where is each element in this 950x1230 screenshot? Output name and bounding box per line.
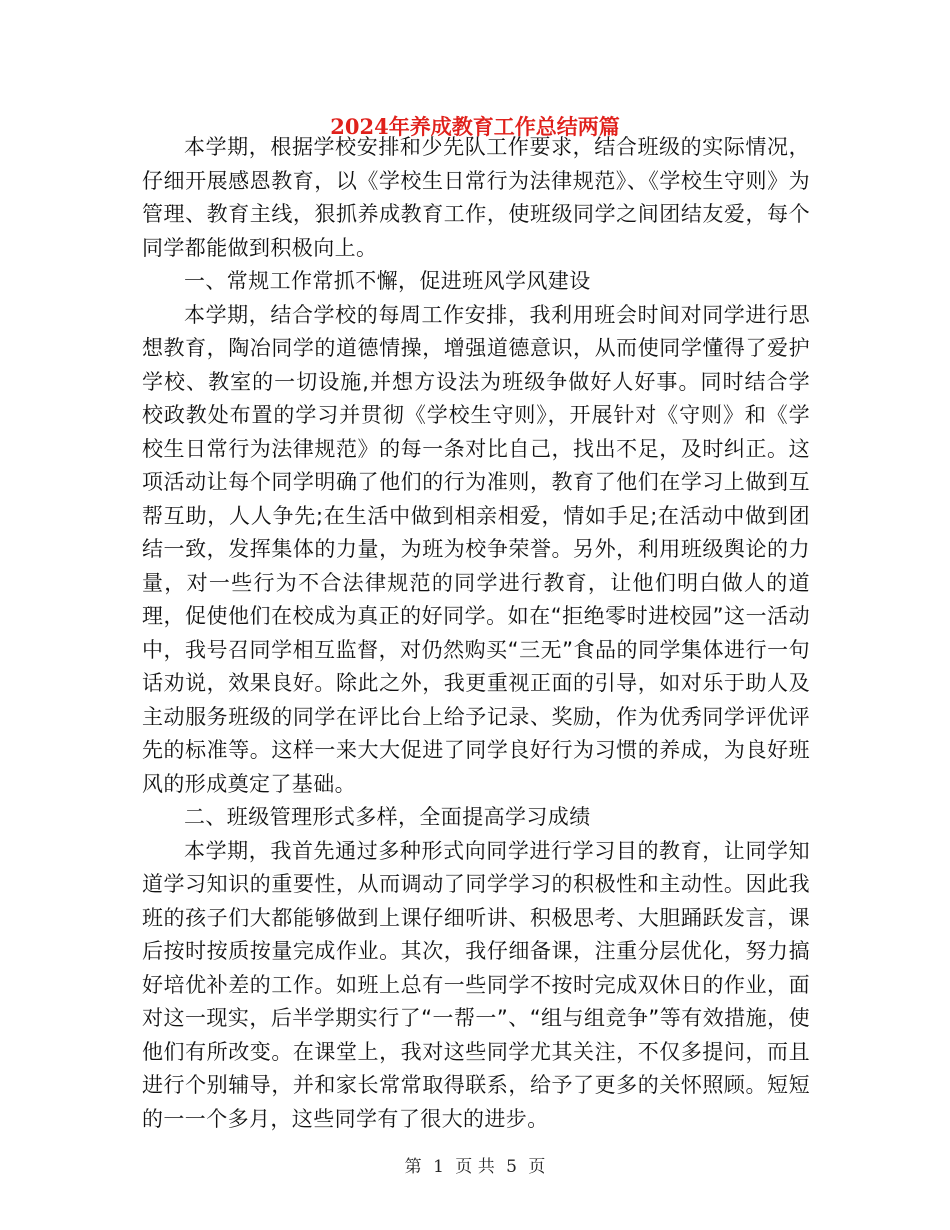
section-2-paragraph: 本学期，我首先通过多种形式向同学进行学习目的教育，让同学知道学习知识的重要性，从而调动了同学学习的积极性和主动性。因此我班的孩子们大都能够做到上课仔细听讲、积极思考、大胆踊跃发言，课后按时按质按量完成作业。其次，我仔细备课，注重分层优化，努力搞好培优补差的工作。如班上总有一些同学不按时完成双休日的作业，面对这一现实，后半学期实行了“一帮一”、“组与组竞争”等有效措施，使他们有所改变。在课堂上，我对这些同学尤其关注，不仅多提问，而且进行个别辅导，并和家长常常取得联系，给予了更多的关怀照顾。短短的一一个多月，这些同学有了很大的进步。 — [142, 838, 810, 1131]
document-body — [142, 131, 810, 1136]
footer-total-pages: 5 — [506, 1157, 517, 1177]
section-heading-1: 一、常规工作常抓不懈，促进班风学风建设 — [184, 269, 591, 293]
page-footer — [0, 1155, 950, 1179]
section-heading-2: 二、班级管理形式多样，全面提高学习成绩 — [184, 805, 591, 829]
section-1-paragraph: 本学期，结合学校的每周工作安排，我利用班会时间对同学进行思想教育，陶冶同学的道德情操，增强道德意识，从而使同学懂得了爱护学校、教室的一切设施,并想方设法为班级争做好人好事。同时结合学校政教处布置的学习并贯彻《学校生守则》，开展针对《守则》和《学校生日常行为法律规范》的每一条对比自己，找出不足，及时纠正。这项活动让每个同学明确了他们的行为准则，教育了他们在学习上做到互帮互助，人人争先;在生活中做到相亲相爱，情如手足;在活动中做到团结一致，发挥集体的力量，为班为校争荣誉。另外，利用班级舆论的力量，对一些行为不合法律规范的同学进行教育，让他们明白做人的道理，促使他们在校成为真正的好同学。如在“拒绝零时进校园”这一活动中，我号召同学相互监督，对仍然购买“三无”食品的同学集体进行一句话劝说，效果良好。除此之外，我更重视正面的引导，如对乐于助人及主动服务班级的同学在评比台上给予记录、奖励，作为优秀同学评优评先的标准等。这样一来大大促进了同学良好行为习惯的养成，为良好班风的形成奠定了基础。 — [142, 302, 810, 796]
document-title: 2024年养成教育工作总结两篇 — [330, 114, 620, 139]
footer-prefix: 第 — [404, 1157, 422, 1177]
intro-paragraph: 本学期，根据学校安排和少先队工作要求，结合班级的实际情况，仔细开展感恩教育，以《学校生日常行为法律规范》、《学校生守则》为管理、教育主线，狠抓养成教育工作，使班级同学之间团结友爱，每个同学都能做到积极向上。 — [142, 135, 810, 260]
footer-suffix: 页 — [528, 1157, 546, 1177]
footer-middle: 页 共 — [455, 1157, 495, 1177]
footer-page-number: 1 — [433, 1157, 444, 1177]
